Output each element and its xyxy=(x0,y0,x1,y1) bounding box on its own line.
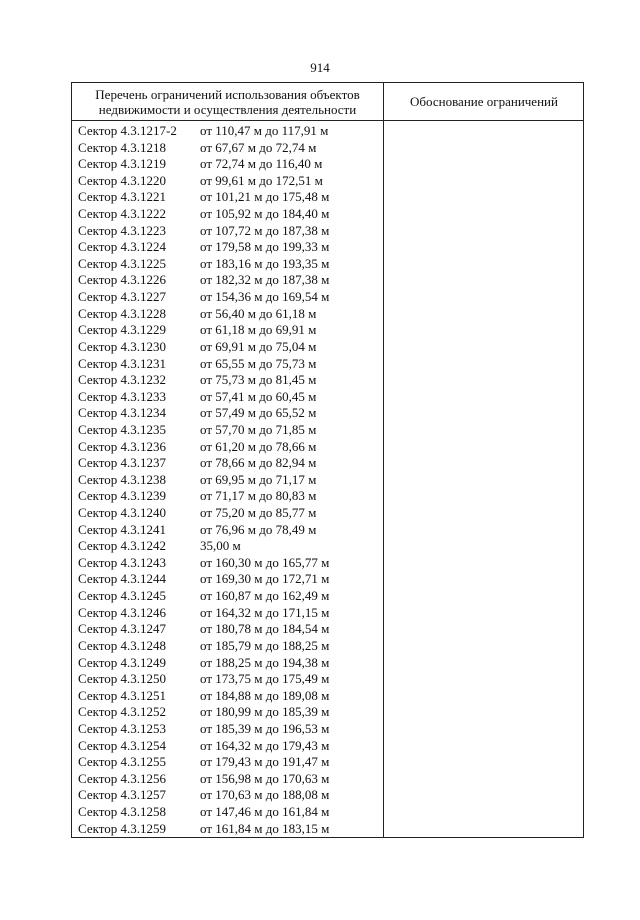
range-cell: от 61,18 м до 69,91 м xyxy=(200,322,317,338)
table-row xyxy=(72,272,383,289)
range-cell: от 156,98 м до 170,63 м xyxy=(200,770,330,786)
range-cell: от 184,88 м до 189,08 м xyxy=(200,687,330,703)
range-cell: от 71,17 м до 80,83 м xyxy=(200,488,317,504)
range-cell: от 75,20 м до 85,77 м xyxy=(200,505,317,521)
range-cell: от 185,39 м до 196,53 м xyxy=(200,720,330,736)
table-row xyxy=(72,156,383,173)
range-cell: от 76,96 м до 78,49 м xyxy=(200,521,317,537)
table-row xyxy=(72,389,383,406)
sector-cell: Сектор 4.3.1245 xyxy=(78,588,167,604)
range-cell: от 182,32 м до 187,38 м xyxy=(200,272,330,288)
range-cell: от 57,49 м до 65,52 м xyxy=(200,405,317,421)
range-cell: от 69,91 м до 75,04 м xyxy=(200,338,317,354)
table-row xyxy=(72,588,383,605)
sector-cell: Сектор 4.3.1231 xyxy=(78,355,167,371)
table-row xyxy=(72,173,383,190)
sector-cell: Сектор 4.3.1243 xyxy=(78,554,167,570)
table-row xyxy=(72,455,383,472)
sector-cell: Сектор 4.3.1241 xyxy=(78,521,167,537)
sector-cell: Сектор 4.3.1255 xyxy=(78,754,167,770)
range-cell: от 57,41 м до 60,45 м xyxy=(200,388,317,404)
range-cell: от 75,73 м до 81,45 м xyxy=(200,372,317,388)
sector-cell: Сектор 4.3.1235 xyxy=(78,421,167,437)
range-cell: от 183,16 м до 193,35 м xyxy=(200,255,330,271)
sector-cell: Сектор 4.3.1258 xyxy=(78,803,167,819)
table-row xyxy=(72,339,383,356)
sector-cell: Сектор 4.3.1257 xyxy=(78,787,167,803)
sector-cell: Сектор 4.3.1259 xyxy=(78,820,167,836)
range-cell: от 67,67 м до 72,74 м xyxy=(200,139,317,155)
table-row xyxy=(72,405,383,422)
range-cell: от 164,32 м до 171,15 м xyxy=(200,604,330,620)
header-justification: Обоснование ограничений xyxy=(410,94,558,109)
sector-cell: Сектор 4.3.1237 xyxy=(78,455,167,471)
table-row xyxy=(72,655,383,672)
sector-cell: Сектор 4.3.1222 xyxy=(78,206,167,222)
table-row xyxy=(72,256,383,273)
sector-cell: Сектор 4.3.1251 xyxy=(78,687,167,703)
table-row xyxy=(72,372,383,389)
table-row xyxy=(72,771,383,788)
range-cell: от 180,78 м до 184,54 м xyxy=(200,621,330,637)
table-row xyxy=(72,638,383,655)
sector-cell: Сектор 4.3.1244 xyxy=(78,571,167,587)
sector-cell: Сектор 4.3.1246 xyxy=(78,604,167,620)
sector-cell: Сектор 4.3.1248 xyxy=(78,637,167,653)
sector-cell: Сектор 4.3.1252 xyxy=(78,704,167,720)
table-row xyxy=(72,306,383,323)
header-restrictions-list: Перечень ограничений использования объектов недвижимости и осуществления деятельности xyxy=(95,87,360,117)
sector-cell: Сектор 4.3.1247 xyxy=(78,621,167,637)
table-row xyxy=(72,289,383,306)
table-row xyxy=(72,422,383,439)
table-body xyxy=(72,123,383,837)
sector-cell: Сектор 4.3.1240 xyxy=(78,505,167,521)
sector-cell: Сектор 4.3.1254 xyxy=(78,737,167,753)
table-row xyxy=(72,721,383,738)
table-row xyxy=(72,488,383,505)
table-row xyxy=(72,738,383,755)
range-cell: от 57,70 м до 71,85 м xyxy=(200,421,317,437)
sector-cell: Сектор 4.3.1249 xyxy=(78,654,167,670)
range-cell: 35,00 м xyxy=(200,538,241,554)
table-row xyxy=(72,322,383,339)
range-cell: от 61,20 м до 78,66 м xyxy=(200,438,317,454)
sector-cell: Сектор 4.3.1250 xyxy=(78,671,167,687)
range-cell: от 72,74 м до 116,40 м xyxy=(200,156,323,172)
range-cell: от 160,87 м до 162,49 м xyxy=(200,588,330,604)
range-cell: от 101,21 м до 175,48 м xyxy=(200,189,330,205)
table-row xyxy=(72,223,383,240)
sector-cell: Сектор 4.3.1230 xyxy=(78,338,167,354)
table-row xyxy=(72,688,383,705)
table-row xyxy=(72,571,383,588)
range-cell: от 179,43 м до 191,47 м xyxy=(200,754,330,770)
range-cell: от 147,46 м до 161,84 м xyxy=(200,803,330,819)
restrictions-table xyxy=(71,82,584,838)
range-cell: от 164,32 м до 179,43 м xyxy=(200,737,330,753)
table-row xyxy=(72,239,383,256)
table-row xyxy=(72,123,383,140)
range-cell: от 161,84 м до 183,15 м xyxy=(200,820,330,836)
range-cell: от 179,58 м до 199,33 м xyxy=(200,239,330,255)
range-cell: от 69,95 м до 71,17 м xyxy=(200,471,317,487)
range-cell: от 180,99 м до 185,39 м xyxy=(200,704,330,720)
table-row xyxy=(72,555,383,572)
sector-cell: Сектор 4.3.1219 xyxy=(78,156,167,172)
sector-cell: Сектор 4.3.1227 xyxy=(78,289,167,305)
range-cell: от 173,75 м до 175,49 м xyxy=(200,671,330,687)
page-number: 914 xyxy=(310,60,330,75)
range-cell: от 185,79 м до 188,25 м xyxy=(200,637,330,653)
range-cell: от 154,36 м до 169,54 м xyxy=(200,289,330,305)
table-row xyxy=(72,206,383,223)
table-row xyxy=(72,538,383,555)
table-row xyxy=(72,439,383,456)
sector-cell: Сектор 4.3.1232 xyxy=(78,372,167,388)
table-row xyxy=(72,671,383,688)
range-cell: от 160,30 м до 165,77 м xyxy=(200,554,330,570)
range-cell: от 169,30 м до 172,71 м xyxy=(200,571,330,587)
range-cell: от 188,25 м до 194,38 м xyxy=(200,654,330,670)
range-cell: от 99,61 м до 172,51 м xyxy=(200,172,323,188)
table-row xyxy=(72,140,383,157)
table-header xyxy=(72,83,583,121)
sector-cell: Сектор 4.3.1256 xyxy=(78,770,167,786)
table-row xyxy=(72,356,383,373)
sector-cell: Сектор 4.3.1218 xyxy=(78,139,167,155)
sector-cell: Сектор 4.3.1225 xyxy=(78,255,167,271)
table-row xyxy=(72,804,383,821)
table-row xyxy=(72,787,383,804)
range-cell: от 65,55 м до 75,73 м xyxy=(200,355,317,371)
range-cell: от 78,66 м до 82,94 м xyxy=(200,455,317,471)
sector-cell: Сектор 4.3.1220 xyxy=(78,172,167,188)
sector-cell: Сектор 4.3.1223 xyxy=(78,222,167,238)
table-row xyxy=(72,704,383,721)
sector-cell: Сектор 4.3.1229 xyxy=(78,322,167,338)
table-row xyxy=(72,621,383,638)
range-cell: от 56,40 м до 61,18 м xyxy=(200,305,317,321)
table-row xyxy=(72,189,383,206)
sector-cell: Сектор 4.3.1234 xyxy=(78,405,167,421)
table-row xyxy=(72,472,383,489)
sector-cell: Сектор 4.3.1238 xyxy=(78,471,167,487)
sector-cell: Сектор 4.3.1233 xyxy=(78,388,167,404)
table-row xyxy=(72,754,383,771)
range-cell: от 170,63 м до 188,08 м xyxy=(200,787,330,803)
table-row xyxy=(72,821,383,838)
sector-cell: Сектор 4.3.1253 xyxy=(78,720,167,736)
table-row xyxy=(72,522,383,539)
sector-cell: Сектор 4.3.1236 xyxy=(78,438,167,454)
table-row xyxy=(72,605,383,622)
column-divider xyxy=(383,83,384,837)
sector-cell: Сектор 4.3.1226 xyxy=(78,272,167,288)
range-cell: от 110,47 м до 117,91 м xyxy=(200,123,329,138)
table-row xyxy=(72,505,383,522)
sector-cell: Сектор 4.3.1221 xyxy=(78,189,167,205)
sector-cell: Сектор 4.3.1217-2 xyxy=(78,123,177,138)
sector-cell: Сектор 4.3.1228 xyxy=(78,305,167,321)
sector-cell: Сектор 4.3.1242 xyxy=(78,538,167,554)
sector-cell: Сектор 4.3.1239 xyxy=(78,488,167,504)
range-cell: от 105,92 м до 184,40 м xyxy=(200,206,330,222)
range-cell: от 107,72 м до 187,38 м xyxy=(200,222,330,238)
sector-cell: Сектор 4.3.1224 xyxy=(78,239,167,255)
